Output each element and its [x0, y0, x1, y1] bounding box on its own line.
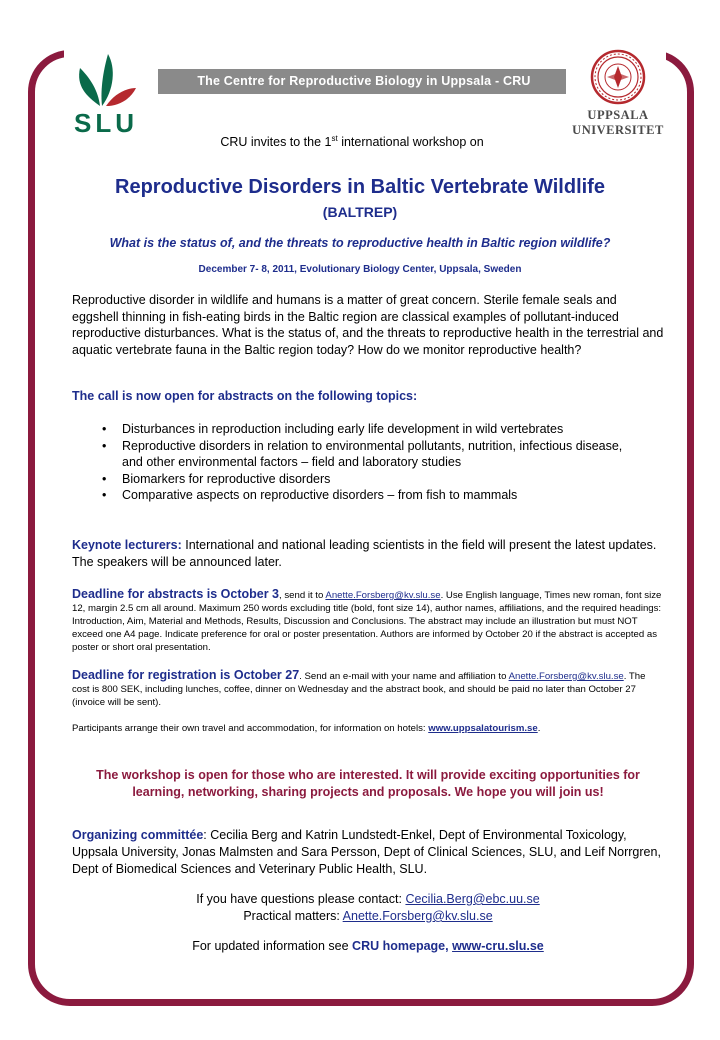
topics-list: [100, 421, 640, 504]
abstracts-paragraph: Deadline for abstracts is October 3, send it to Anette.Forsberg@kv.slu.se. Use English language, Times new roman, font size 12, margin 2.5 cm all around. Maximum 250 words excluding title (bold, font size 14), author names, affiliations, and the required headings: Introduction, Aim, Material and Methods, Results, Discussion and Conclusions. The abstract may include an illustration but must NOT exceed one A4 page. Indicate preference for oral or poster presentation. Authors are informed by October 20 if the abstract is accepted as poster or short oral presentation.: [72, 587, 662, 653]
keynote-paragraph: Keynote lecturers: International and national leading scientists in the field will present the latest updates. The speakers will be announced later.: [72, 538, 657, 569]
list-item: • Reproductive disorders in relation to environmental pollutants, nutrition, infectious disease, and other environmental factors – field and laboratory studies: [100, 438, 640, 471]
keynote-label: Keynote lecturers:: [72, 538, 182, 552]
committee-paragraph: Organizing committée: Cecilia Berg and Katrin Lundstedt-Enkel, Dept of Environmental Toxicology, Uppsala University, Jonas Malmsten and Sara Persson, Dept of Clinical Sciences, SLU, and Leif Norrgren, Dept of Biomedical Sciences and Veterinary Public Health, SLU.: [72, 828, 661, 876]
updated-info-line: For updated information see CRU homepage, www-cru.slu.se: [192, 939, 544, 953]
cru-homepage-link[interactable]: www-cru.slu.se: [452, 939, 544, 953]
frame-gap: [148, 40, 568, 64]
tourism-link[interactable]: www.uppsalatourism.se: [428, 723, 538, 734]
abstracts-email-link[interactable]: Anette.Forsberg@kv.slu.se: [325, 590, 441, 601]
uppsala-seal-icon: [566, 46, 666, 108]
slu-logo: [64, 50, 148, 142]
slu-logo-text: SLU: [74, 108, 138, 138]
cru-homepage-label: CRU homepage,: [352, 939, 453, 953]
cru-banner: The Centre for Reproductive Biology in Uppsala - CRU: [158, 69, 570, 94]
registration-deadline: Deadline for registration is October 27: [72, 668, 300, 682]
questions-email-link[interactable]: Cecilia.Berg@ebc.uu.se: [405, 892, 540, 906]
invite-line: CRU invites to the 1st international workshop on: [220, 134, 484, 150]
date-location: December 7- 8, 2011, Evolutionary Biology Center, Uppsala, Sweden: [198, 264, 522, 275]
contact-block: [72, 891, 664, 925]
open-workshop-note: The workshop is open for those who are interested. It will provide exciting opportunities for learning, networking, sharing projects and proposals. We hope you will join us!: [96, 768, 640, 799]
workshop-acronym: (BALTREP): [322, 204, 398, 220]
intro-paragraph: Reproductive disorder in wildlife and humans is a matter of great concern. Sterile female seals and eggshell thinning in fish-eating birds in the Baltic region are classical examples of pollutant-induced reproductive disturbances. What is the status of, and the threats to reproductive health in the terrestrial and aquatic vertebrate fauna in the Baltic region today? How do we monitor reproductive health?: [72, 293, 664, 357]
committee-label: Organizing committée: [72, 828, 204, 842]
workshop-question: What is the status of, and the threats to reproductive health in Baltic region wildlife?: [109, 236, 611, 250]
practical-line: Practical matters: Anette.Forsberg@kv.slu.se: [243, 909, 493, 923]
list-item: • Comparative aspects on reproductive disorders – from fish to mammals: [100, 487, 640, 504]
registration-email-link[interactable]: Anette.Forsberg@kv.slu.se: [508, 671, 624, 682]
list-item: • Disturbances in reproduction including early life development in wild vertebrates: [100, 421, 640, 438]
workshop-title: Reproductive Disorders in Baltic Vertebrate Wildlife: [115, 176, 605, 198]
slu-leaf-icon: [64, 50, 148, 110]
uppsala-university-logo: [566, 46, 666, 146]
abstracts-deadline: Deadline for abstracts is October 3: [72, 587, 280, 601]
participants-paragraph: Participants arrange their own travel and accommodation, for information on hotels: www.uppsalatourism.se.: [72, 723, 541, 734]
call-for-abstracts-heading: The call is now open for abstracts on the following topics:: [72, 389, 418, 403]
registration-paragraph: Deadline for registration is October 27. Send an e-mail with your name and affiliation to Anette.Forsberg@kv.slu.se. The cost is 800 SEK, including lunches, coffee, dinner on Wednesday and the abstract book, and should be paid no later than October 27 (invoice will be sent).: [72, 668, 646, 708]
practical-email-link[interactable]: Anette.Forsberg@kv.slu.se: [342, 909, 493, 923]
uppsala-logo-text: UPPSALA UNIVERSITET: [572, 108, 664, 137]
list-item: • Biomarkers for reproductive disorders: [100, 471, 640, 488]
questions-line: If you have questions please contact: Cecilia.Berg@ebc.uu.se: [196, 892, 540, 906]
